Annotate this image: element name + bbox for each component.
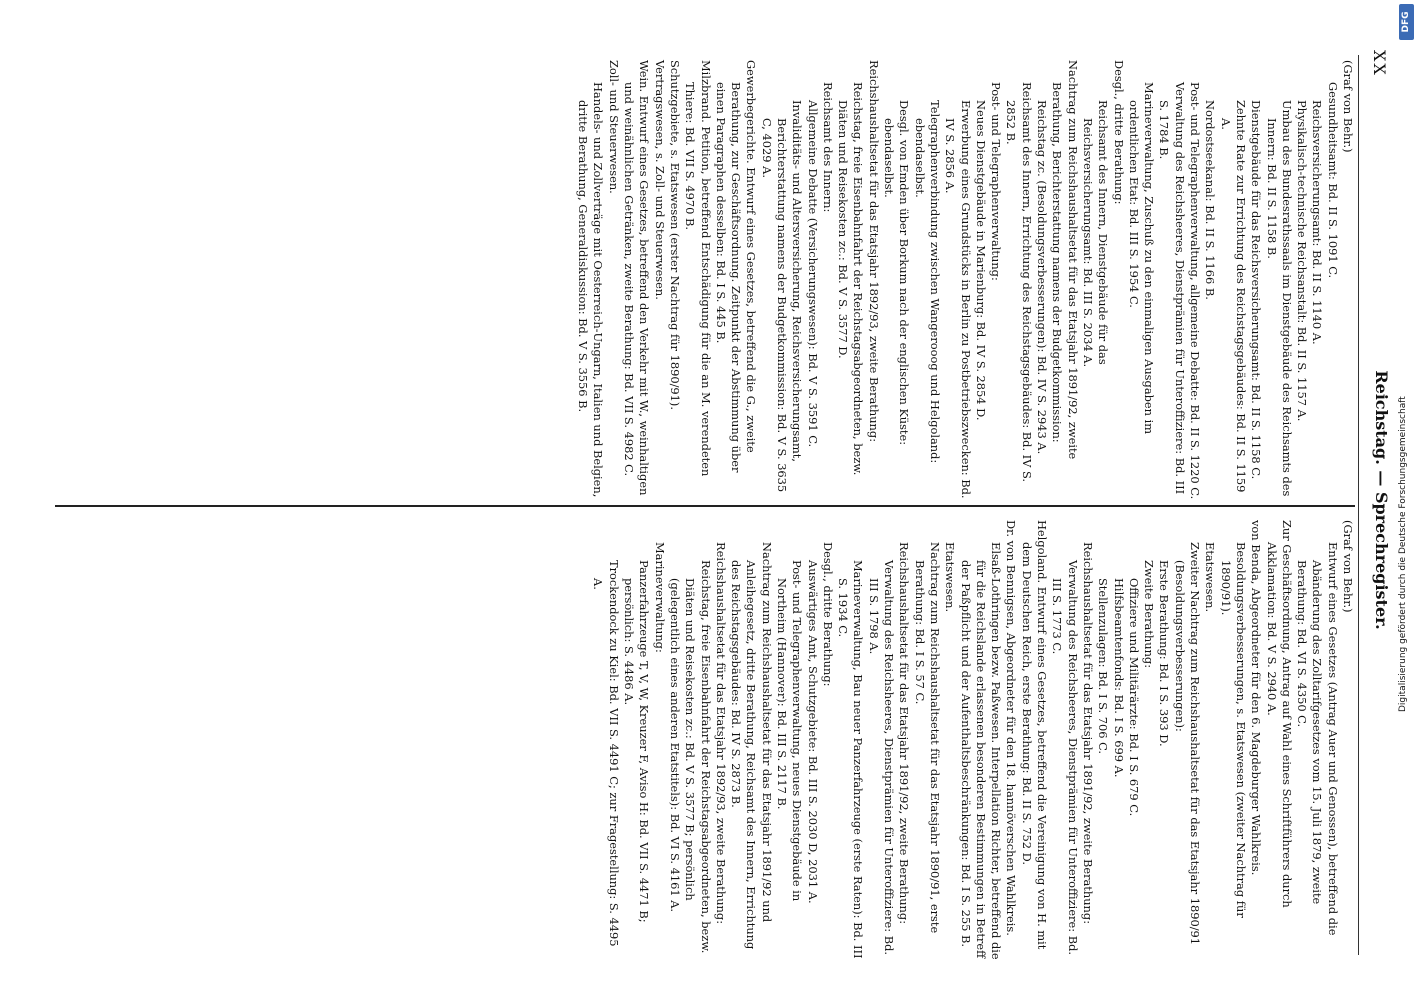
register-entry: Trockendock zu Kiel: Bd. VII S. 4491 C; zur Fragestellung: S. 4495 A. [591, 560, 621, 947]
register-entry: Nachtrag zum Reichshaushaltsetat für das Etatsjahr 1891/92, zweite Berathung, Berichterstattung namens der Budgetkommission: [1050, 60, 1080, 460]
column-divider [55, 505, 1355, 507]
digitization-note-text: Digitalisierung gefördert durch die Deutsche Forschungsgemeinschaft [1398, 396, 1408, 712]
running-head: Reichstag. — Sprechregister. [1372, 370, 1391, 630]
register-entry: Auswärtiges Amt, Schutzgebiete: Bd. III S. 2030 D, 2031 A. [805, 560, 820, 904]
register-entry: Zehnte Rate zur Errichtung des Reichstagsgebäudes: Bd. II S. 1159 A. [1218, 100, 1248, 493]
register-entry: Nordostseekanal: Bd. II S. 1166 B. [1203, 100, 1218, 300]
register-entry: Reichstag, freie Eisenbahnfahrt der Reichstagsabgeordneten, bezw. Diäten und Reisekosten zc.: Bd. V S. 3577 B; persönlich (gelegentlich eines anderen Etatstitels): Bd. VI S. 4161 A. [667, 560, 713, 954]
register-entry: Invaliditäts- und Altersversicherung, Reichsversicherungsamt, Berichterstattung namens der Budgetkommission: Bd. V S. 3635 C, 4029 A. [759, 100, 805, 493]
register-entry: Zweite Berathung: [1142, 560, 1157, 669]
register-entry: Marineverwaltung: [652, 542, 667, 653]
register-entry: Etatswesen. [943, 542, 958, 613]
register-entry: (Graf von Behr.) [1341, 60, 1355, 153]
register-entry: Reichsamt des Innern, Errichtung des Reichstagsgebäudes: Bd. IV S. 2852 B. [1004, 82, 1034, 483]
register-entry: Wein. Entwurf eines Gesetzes, betreffend den Verkehr mit W., weinhaltigen und weinähnlichen Getränken, zweite Berathung: Bd. VII S. 4982 C. [622, 60, 652, 496]
register-entry: Marineverwaltung, Bau neuer Panzerfahrzeuge (erste Raten): Bd. III S. 1934 C. [836, 560, 866, 959]
register-entry: Desgl., dritte Berathung: [1111, 60, 1126, 205]
register-entry: Nachtrag zum Reichshaushaltsetat für das Etatsjahr 1891/92 und Anleihegesetz, dritte Berathung, Reichsamt des Innern, Errichtung des Reichstagsgebäudes: Bd. IV S. 2873 B. [729, 542, 774, 950]
right-column [590, 520, 1355, 960]
register-entry: Desgl., dritte Berathung: [820, 542, 835, 687]
register-entry: Physikalisch-technische Reichsanstalt: Bd. II S. 1157 A. [1295, 100, 1310, 422]
register-entry: Reichshaushaltsetat für das Etatsjahr 1891/92, zweite Berathung: [1080, 542, 1095, 925]
register-entry: Telegraphenverbindung zwischen Wangerooog und Helgoland: ebendaselbst. [912, 100, 942, 464]
register-entry: Milzbrand. Petition, betreffend Entschädigung für die an M. verendeten Thiere: Bd. VII S. 4970 B. [683, 60, 713, 477]
register-entry: Zoll- und Steuerwesen. [606, 60, 621, 194]
register-entry: Neues Dienstgebäude in Marienburg: Bd. IV S. 2854 D. [973, 100, 988, 421]
register-entry: Zur Geschäftsordnung, Antrag auf Wahl eines Schriftführers durch Akklamation: Bd. V S. 2940 A. [1264, 520, 1294, 908]
register-entry: Reichstag zc. (Besoldungsverbesserungen): Bd. IV S. 2943 A. [1035, 100, 1050, 455]
page-number: XX [1370, 50, 1389, 77]
page-header [1365, 30, 1395, 970]
header-rule [1358, 55, 1359, 955]
register-entry: Hilfsbeamtenfonds: Bd. I S. 699 A. [1111, 578, 1126, 778]
register-entry: Verwaltung des Reichsheeres, Dienstprämien für Unteroffiziere: Bd. III S. 1798 A. [866, 560, 897, 955]
register-entry: Offiziere und Militärärzte: Bd. I S. 679 C. [1126, 578, 1141, 817]
register-entry: Reichshaushaltsetat für das Etatsjahr 1891/92, zweite Berathung: [897, 542, 912, 925]
register-entry: Gesundheitsamt: Bd. II S. 1091 C. [1325, 82, 1340, 279]
register-entry: Helgoland. Entwurf eines Gesetzes, betreffend die Vereinigung von H. mit dem Deutschen Reich, erste Berathung: Bd. II S. 752 D. [1019, 520, 1050, 950]
register-entry: Reichsamt des Innern, Dienstgebäude für das Reichsversicherungsamt: Bd. III S. 2034 A. [1080, 100, 1111, 368]
register-entry: Etatswesen. [1203, 542, 1218, 613]
register-entry: Handels- und Zollverträge mit Oesterreich-Ungarn, Italien und Belgien, dritte Berathung, Generaldiskussion: Bd. V S. 3556 B. [576, 82, 606, 498]
register-entry: Verwaltung des Reichsheeres, Dienstprämien für Unteroffiziere: Bd. III S. 1784 B. [1157, 82, 1187, 495]
register-entry: Allgemeine Debatte (Versicherungswesen): Bd. V S. 3591 C. [805, 100, 820, 448]
left-column [575, 60, 1355, 500]
register-entry: Post- und Telegraphenverwaltung, neues Dienstgebäude in Northeim (Hannover): Bd. III S. 2117 B. [775, 560, 805, 902]
register-entry: Verwaltung des Reichsheeres, Dienstprämien für Unteroffiziere: Bd. III S. 1773 C. [1050, 560, 1080, 955]
register-entry: (Graf von Behr.) [1341, 520, 1355, 613]
register-entry: Besoldungsverbesserungen, s. Etatswesen (zweiter Nachtrag für 1890/91). [1218, 542, 1248, 918]
register-entry: Reichshaushaltsetat für das Etatsjahr 1892/93, zweite Berathung: [713, 542, 728, 925]
register-entry: Umbau des Bundesrathssaals im Dienstgebäude des Reichsamts des Innern: Bd. II S. 1158 B. [1264, 100, 1294, 497]
register-entry: Dienstgebäude für das Reichsversicherungsamt: Bd. II S. 1158 C. [1249, 100, 1264, 480]
register-entry: Reichstag, freie Eisenbahnfahrt der Reichstagsabgeordneten, bezw. Diäten und Reisekosten zc.: Bd. V S. 3577 D. [836, 82, 866, 476]
dfg-logo [1399, 4, 1414, 40]
register-entry: Erwerbung eines Grundstücks in Berlin zu Postbetriebszwecken: Bd. IV S. 2856 A. [943, 100, 973, 499]
register-entry: Elsaß-Lothringen bezw. Paßwesen. Interpellation Richter, betreffend die für die Reichslande erlassenen besonderen Bestimmungen in Betreff der Paßpflicht und der Aufenthaltsbeschränkungen: Bd. I S. 255 B. [958, 542, 1004, 960]
dfg-logo-text: DFG [1401, 11, 1411, 33]
register-entry: Post- und Telegraphenverwaltung: [989, 82, 1004, 281]
register-entry: Panzerfahrzeuge T, V, W, Kreuzer F, Aviso H: Bd. VII S. 4471 B; persönlich: S. 4486 A. [622, 560, 652, 923]
register-entry: Zweiter Nachtrag zum Reichshaushaltsetat für das Etatsjahr 1890/91 (Besoldungsverbesserungen): [1172, 542, 1203, 946]
register-entry: Stellenzulagen: Bd. I S. 706 C. [1096, 578, 1111, 755]
digitization-note [1396, 6, 1416, 746]
register-entry: Vertragswesen, s. Zoll- und Steuerwesen. [652, 60, 667, 300]
register-entry: Reichsamt des Innern: [820, 82, 835, 213]
register-entry: Desgl. von Emden über Borkum nach der englischen Küste: ebendaselbst. [882, 100, 912, 446]
register-entry: Erste Berathung: Bd. I S. 393 D. [1157, 560, 1172, 747]
register-entry: Reichshaushaltsetat für das Etatsjahr 1892/93, zweite Berathung: [866, 60, 881, 443]
register-entry: Marineverwaltung, Zuschuß zu den einmaligen Ausgaben im ordentlichen Etat: Bd. III S. 1954 C. [1126, 82, 1157, 435]
register-entry: Gewerbegerichte. Entwurf eines Gesetzes, betreffend die G., zweite Berathung, zur Geschäftsordnung. Zeitpunkt der Abstimmung über einen Paragraphen desselben: Bd. I S. 445 B. [713, 60, 759, 473]
register-entry: Post- und Telegraphenverwaltung, allgemeine Debatte: Bd. II S. 1220 C. [1188, 82, 1203, 500]
register-entry: Nachtrag zum Reichshaushaltsetat für das Etatsjahr 1890/91, erste Berathung: Bd. I S. 57 C. [912, 542, 942, 934]
register-entry: Entwurf eines Gesetzes (Antrag Auer und Genossen), betreffend die Abänderung des Zolltarifgesetzes vom 15. Juli 1879, zweite Berathung: Bd. VI S. 4350 C. [1295, 542, 1340, 936]
register-entry: Schutzgebiete, s. Etatswesen (erster Nachtrag für 1890/91). [667, 60, 682, 410]
register-entry: von Benda, Abgeordneter für den 6. Magdeburger Wahlkreis. [1249, 520, 1264, 876]
register-entry: Reichsversicherungsamt: Bd. II S. 1140 A. [1310, 100, 1325, 345]
register-entry: Dr. von Bennigsen, Abgeordneter für den 18. hannöverschen Wahlkreis. [1004, 520, 1019, 936]
